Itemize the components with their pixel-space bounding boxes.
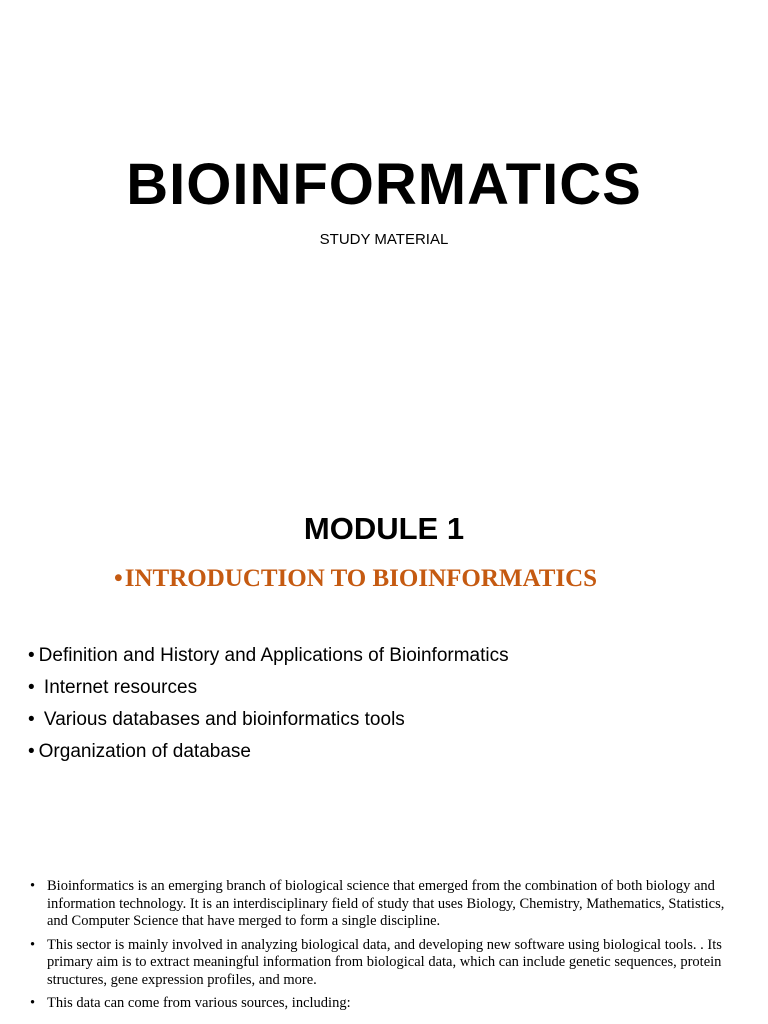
topic-text: Organization of database [38,741,251,762]
module-heading [114,562,754,596]
bullet-icon: • [28,741,35,762]
bullet-icon: • [30,936,36,953]
topic-text: Internet resources [38,677,198,698]
topic-item [28,737,748,769]
body-paragraph [30,995,740,1013]
topic-item [28,641,748,673]
body-paragraph-list [30,878,740,1019]
topic-item [28,705,748,737]
body-paragraph-text: This sector is mainly involved in analyzing biological data, and developing new software using biological tools. . Its primary aim is to extract meaningful information from biological data, which can include genetic sequences, protein structures, gene expression profiles, and more. [47,936,722,988]
bullet-icon: • [28,677,35,698]
bullet-icon: • [114,565,123,592]
module-heading-text: INTRODUCTION TO BIOINFORMATICS [124,565,598,592]
bullet-icon: • [28,645,35,666]
body-paragraph [30,878,740,931]
document-subtitle: STUDY MATERIAL [319,231,449,248]
topic-list [28,641,748,769]
bullet-icon: • [30,878,36,894]
body-paragraph-text: This data can come from various sources, including: [47,995,351,1011]
topic-text: Definition and History and Applications of Bioinformatics [38,645,509,666]
bullet-icon: • [30,995,36,1011]
topic-text: Various databases and bioinformatics tools [38,709,405,730]
document-title: BIOINFORMATICS [126,152,642,217]
topic-item [28,673,748,705]
module-title: MODULE 1 [303,511,465,546]
body-paragraph [30,937,740,990]
body-paragraph-text: Bioinformatics is an emerging branch of biological science that emerged from the combination of both biology and information technology. It is an interdisciplinary field of study that uses Biology, Chemistry, Mathematics, Statistics, and Computer Science that have merged to form a single discipline. [47,878,725,929]
bullet-icon: • [28,709,35,730]
